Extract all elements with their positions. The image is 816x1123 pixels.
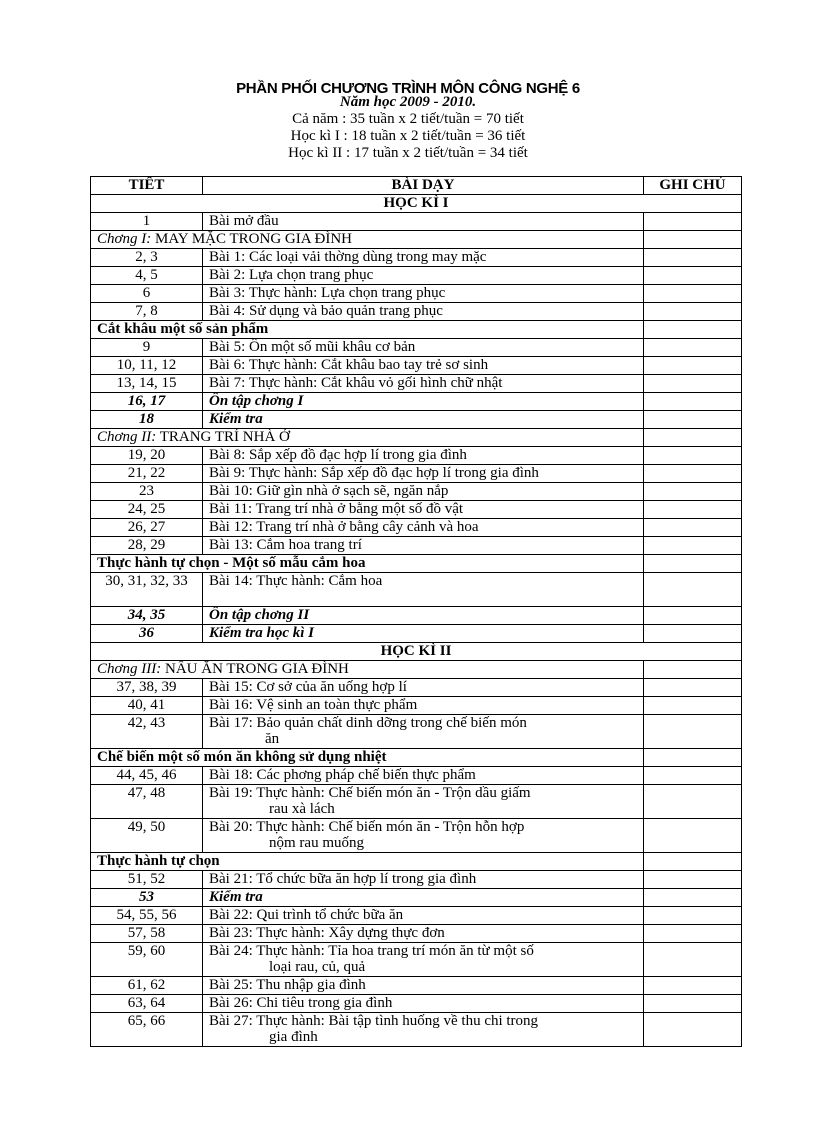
tiet-cell: 49, 50	[91, 819, 203, 853]
table-row	[91, 519, 742, 537]
lesson-cell: Bài 18: Các phơng pháp chế biến thực phẩm	[203, 767, 644, 785]
lesson-line-2: gia đình	[269, 1029, 318, 1045]
note-cell	[644, 625, 742, 643]
table-row	[91, 393, 742, 411]
note-cell	[644, 447, 742, 465]
tiet-cell: 16, 17	[91, 393, 203, 411]
table-row	[91, 715, 742, 749]
lesson-cell: Bài 8: Sắp xếp đồ đạc hợp lí trong gia đình	[203, 447, 644, 465]
lesson-cell: Bài 14: Thực hành: Cắm hoa	[203, 573, 644, 607]
note-cell	[644, 519, 742, 537]
tiet-cell: 34, 35	[91, 607, 203, 625]
note-cell	[644, 715, 742, 749]
lesson-cell: Kiểm tra	[203, 889, 644, 907]
table-row	[91, 249, 742, 267]
table-row	[91, 819, 742, 853]
tiet-cell: 13, 14, 15	[91, 375, 203, 393]
summary-semester-2: Học kì II : 17 tuần x 2 tiết/tuần = 34 tiết	[288, 145, 528, 161]
lesson-line-2: ăn	[265, 731, 280, 747]
note-cell	[644, 321, 742, 339]
note-cell	[644, 819, 742, 853]
group-row	[91, 749, 742, 767]
table-row	[91, 285, 742, 303]
chapter-3-prefix: Chơng III:	[97, 661, 162, 677]
table-row	[91, 785, 742, 819]
tiet-cell: 59, 60	[91, 943, 203, 977]
note-cell	[644, 607, 742, 625]
lesson-cell: Ôn tập chơng II	[203, 607, 644, 625]
table-row	[91, 1013, 742, 1047]
note-cell	[644, 785, 742, 819]
note-cell	[644, 1013, 742, 1047]
note-cell	[644, 267, 742, 285]
lesson-line-1: Bài 17: Bảo quản chất dinh dỡng trong chế biến món	[209, 715, 527, 731]
tiet-cell: 37, 38, 39	[91, 679, 203, 697]
note-cell	[644, 357, 742, 375]
note-cell	[644, 871, 742, 889]
lesson-line-2: rau xà lách	[269, 801, 335, 817]
lesson-line-1: Bài 19: Thực hành: Chế biến món ăn - Trộn dầu giấm	[209, 785, 531, 801]
tiet-cell: 9	[91, 339, 203, 357]
tiet-cell: 57, 58	[91, 925, 203, 943]
table-row	[91, 483, 742, 501]
note-cell	[644, 573, 742, 607]
table-row	[91, 607, 742, 625]
document-title: PHẦN PHỐI CHƯƠNG TRÌNH MÔN CÔNG NGHỆ 6	[236, 80, 580, 97]
note-cell	[644, 907, 742, 925]
table-row	[91, 267, 742, 285]
note-cell	[644, 249, 742, 267]
note-cell	[644, 767, 742, 785]
lesson-cell: Bài 10: Giữ gìn nhà ở sạch sẽ, ngăn nắp	[203, 483, 644, 501]
table-row	[91, 465, 742, 483]
note-cell	[644, 943, 742, 977]
lesson-cell: Kiểm tra học kì I	[203, 625, 644, 643]
tiet-cell: 26, 27	[91, 519, 203, 537]
note-cell	[644, 853, 742, 871]
tiet-cell: 24, 25	[91, 501, 203, 519]
tiet-cell: 21, 22	[91, 465, 203, 483]
lesson-cell: Bài 13: Cắm hoa trang trí	[203, 537, 644, 555]
tiet-cell: 40, 41	[91, 697, 203, 715]
summary-full-year: Cả năm : 35 tuần x 2 tiết/tuần = 70 tiết	[292, 111, 524, 127]
lesson-cell	[203, 1013, 644, 1047]
table-row	[91, 943, 742, 977]
chapter-row	[91, 661, 742, 679]
table-row	[91, 977, 742, 995]
note-cell	[644, 231, 742, 249]
table-row	[91, 303, 742, 321]
school-year: Năm học 2009 - 2010.	[339, 94, 477, 110]
tiet-cell: 28, 29	[91, 537, 203, 555]
note-cell	[644, 465, 742, 483]
note-cell	[644, 555, 742, 573]
tiet-cell: 47, 48	[91, 785, 203, 819]
lesson-cell: Bài 6: Thực hành: Cắt khâu bao tay trẻ sơ sinh	[203, 357, 644, 375]
group-1-label: Cắt khâu một số sản phẩm	[91, 321, 644, 339]
note-cell	[644, 483, 742, 501]
group-3-label: Chế biến một số món ăn không sử dụng nhiệt	[91, 749, 644, 767]
tiet-cell: 61, 62	[91, 977, 203, 995]
table-row	[91, 925, 742, 943]
tiet-cell: 30, 31, 32, 33	[91, 573, 203, 607]
lesson-line-1: Bài 27: Thực hành: Bài tập tình huống về thu chi trong	[209, 1013, 539, 1029]
chapter-2-cell	[91, 429, 644, 447]
header-tiet: TIẾT	[91, 177, 203, 195]
chapter-1-cell	[91, 231, 644, 249]
header-bai-day: BÀI DẠY	[203, 177, 644, 195]
table-row	[91, 537, 742, 555]
lesson-cell	[203, 943, 644, 977]
group-2-label: Thực hành tự chọn - Một số mẫu cắm hoa	[91, 555, 644, 573]
note-cell	[644, 213, 742, 231]
tiet-cell: 42, 43	[91, 715, 203, 749]
group-row	[91, 321, 742, 339]
note-cell	[644, 303, 742, 321]
table-row	[91, 411, 742, 429]
table-row	[91, 447, 742, 465]
note-cell	[644, 285, 742, 303]
lesson-cell: Bài mở đầu	[203, 213, 644, 231]
table-row	[91, 625, 742, 643]
lesson-cell: Bài 1: Các loại vải thờng dùng trong may mặc	[203, 249, 644, 267]
table-row	[91, 679, 742, 697]
lesson-cell: Bài 16: Vệ sinh an toàn thực phẩm	[203, 697, 644, 715]
lesson-cell: Bài 9: Thực hành: Sắp xếp đồ đạc hợp lí trong gia đình	[203, 465, 644, 483]
note-cell	[644, 339, 742, 357]
tiet-cell: 51, 52	[91, 871, 203, 889]
note-cell	[644, 411, 742, 429]
lesson-cell	[203, 819, 644, 853]
tiet-cell: 19, 20	[91, 447, 203, 465]
table-header	[91, 177, 742, 195]
lesson-cell: Bài 25: Thu nhập gia đình	[203, 977, 644, 995]
tiet-cell: 65, 66	[91, 1013, 203, 1047]
lesson-line-2: loại rau, củ, quả	[269, 959, 366, 975]
table-row	[91, 339, 742, 357]
group-row	[91, 555, 742, 573]
semester-row	[91, 195, 742, 213]
lesson-cell: Bài 12: Trang trí nhà ở bằng cây cảnh và hoa	[203, 519, 644, 537]
lesson-cell: Bài 11: Trang trí nhà ở bằng một số đồ vật	[203, 501, 644, 519]
lesson-line-1: Bài 20: Thực hành: Chế biến món ăn - Trộn hỗn hợp	[209, 819, 525, 835]
chapter-row	[91, 429, 742, 447]
chapter-row	[91, 231, 742, 249]
table-row	[91, 995, 742, 1013]
lesson-cell: Bài 21: Tổ chức bữa ăn hợp lí trong gia đình	[203, 871, 644, 889]
tiet-cell: 63, 64	[91, 995, 203, 1013]
lesson-cell: Bài 2: Lựa chọn trang phục	[203, 267, 644, 285]
tiet-cell: 4, 5	[91, 267, 203, 285]
note-cell	[644, 977, 742, 995]
curriculum-table	[90, 176, 742, 1047]
note-cell	[644, 925, 742, 943]
tiet-cell: 44, 45, 46	[91, 767, 203, 785]
lesson-cell: Bài 23: Thực hành: Xây dựng thực đơn	[203, 925, 644, 943]
chapter-1-name: MAY MẶC TRONG GIA ĐÌNH	[151, 231, 352, 247]
lesson-cell: Bài 7: Thực hành: Cắt khâu vỏ gối hình chữ nhật	[203, 375, 644, 393]
tiet-cell: 6	[91, 285, 203, 303]
chapter-2-name: TRANG TRÍ NHÀ Ở	[156, 429, 290, 445]
lesson-cell: Bài 22: Qui trình tổ chức bữa ăn	[203, 907, 644, 925]
tiet-cell: 7, 8	[91, 303, 203, 321]
chapter-3-name: NẤU ĂN TRONG GIA ĐÌNH	[161, 661, 349, 677]
semester-1-label: HỌC KÌ I	[91, 195, 742, 213]
tiet-cell: 53	[91, 889, 203, 907]
summary-semester-1: Học kì I : 18 tuần x 2 tiết/tuần = 36 tiết	[290, 128, 526, 144]
table-row	[91, 573, 742, 607]
lesson-cell: Bài 26: Chi tiêu trong gia đình	[203, 995, 644, 1013]
lesson-line-2: nộm rau muống	[269, 835, 364, 851]
note-cell	[644, 661, 742, 679]
note-cell	[644, 889, 742, 907]
lesson-cell: Kiểm tra	[203, 411, 644, 429]
table-row	[91, 889, 742, 907]
header-ghi-chu: GHI CHÚ	[644, 177, 742, 195]
lesson-cell	[203, 785, 644, 819]
lesson-cell: Bài 4: Sử dụng và bảo quản trang phục	[203, 303, 644, 321]
table-row	[91, 213, 742, 231]
tiet-cell: 54, 55, 56	[91, 907, 203, 925]
tiet-cell: 18	[91, 411, 203, 429]
semester-2-label: HỌC KÌ II	[91, 643, 742, 661]
note-cell	[644, 375, 742, 393]
table-row	[91, 357, 742, 375]
lesson-cell: Bài 3: Thực hành: Lựa chọn trang phục	[203, 285, 644, 303]
note-cell	[644, 995, 742, 1013]
table-row	[91, 501, 742, 519]
tiet-cell: 23	[91, 483, 203, 501]
tiet-cell: 2, 3	[91, 249, 203, 267]
chapter-1-prefix: Chơng I:	[97, 231, 152, 247]
chapter-3-cell	[91, 661, 644, 679]
note-cell	[644, 429, 742, 447]
chapter-2-prefix: Chơng II:	[97, 429, 157, 445]
table-row	[91, 697, 742, 715]
tiet-cell: 10, 11, 12	[91, 357, 203, 375]
tiet-cell: 36	[91, 625, 203, 643]
lesson-cell: Ôn tập chơng I	[203, 393, 644, 411]
note-cell	[644, 393, 742, 411]
group-4-label: Thực hành tự chọn	[91, 853, 644, 871]
lesson-line-1: Bài 24: Thực hành: Tỉa hoa trang trí món ăn từ một số	[209, 943, 534, 959]
tiet-cell: 1	[91, 213, 203, 231]
table-row	[91, 871, 742, 889]
table-row	[91, 767, 742, 785]
group-row	[91, 853, 742, 871]
note-cell	[644, 679, 742, 697]
note-cell	[644, 537, 742, 555]
lesson-cell: Bài 15: Cơ sở của ăn uống hợp lí	[203, 679, 644, 697]
note-cell	[644, 501, 742, 519]
table-row	[91, 907, 742, 925]
note-cell	[644, 749, 742, 767]
table-row	[91, 375, 742, 393]
note-cell	[644, 697, 742, 715]
semester-row	[91, 643, 742, 661]
lesson-cell: Bài 5: Ôn một số mũi khâu cơ bản	[203, 339, 644, 357]
lesson-cell	[203, 715, 644, 749]
